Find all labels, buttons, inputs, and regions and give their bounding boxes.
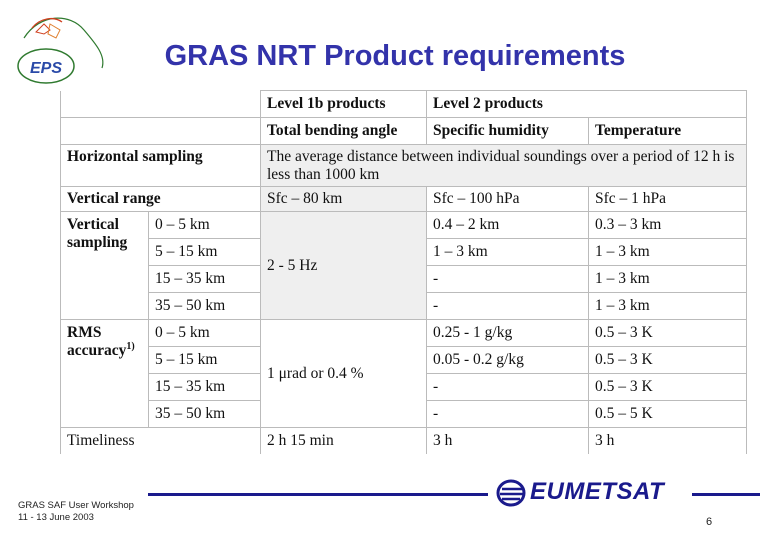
value-vertical-sampling-l1b: 2 - 5 Hz [261,212,427,320]
label-vertical-sampling: Vertical sampling [61,212,149,320]
row-timeliness [61,428,747,454]
humidity-cell: - [427,374,589,401]
range-cell: 35 – 50 km [149,401,261,428]
range-cell: 0 – 5 km [149,320,261,347]
label-timeliness: Timeliness [61,428,261,454]
range-cell: 5 – 15 km [149,239,261,266]
row-rms-accuracy-1 [61,320,747,347]
label-rms-accuracy [61,320,149,428]
header-level1b: Level 1b products [261,91,427,118]
rms-footnote-marker: 1) [126,340,135,352]
range-cell: 5 – 15 km [149,347,261,374]
header-level2: Level 2 products [427,91,747,118]
row-horizontal-sampling [61,145,747,187]
row-vertical-sampling-1 [61,212,747,239]
row-vertical-range [61,187,747,212]
header-total-bending-angle: Total bending angle [261,118,427,145]
value-rms-l1b: 1 μrad or 0.4 % [261,320,427,428]
temperature-cell: 0.3 – 3 km [589,212,747,239]
table-header-row-2 [61,118,747,145]
footer-date: 11 - 13 June 2003 [18,512,94,523]
label-horizontal-sampling: Horizontal sampling [61,145,261,187]
humidity-cell: 0.25 - 1 g/kg [427,320,589,347]
temperature-cell: 0.5 – 3 K [589,320,747,347]
header-specific-humidity: Specific humidity [427,118,589,145]
table-header-row-1 [61,91,747,118]
value-horizontal-sampling: The average distance between individual soundings over a period of 12 h is less than 1000 km [261,145,747,187]
humidity-cell: 0.05 - 0.2 g/kg [427,347,589,374]
range-cell: 15 – 35 km [149,374,261,401]
eumetsat-rule-right [692,493,760,496]
temperature-cell: 0.5 – 3 K [589,374,747,401]
footer-info [18,500,134,524]
header-empty-cell [61,91,261,118]
eumetsat-globe-icon [496,479,528,507]
range-cell: 0 – 5 km [149,212,261,239]
humidity-cell: - [427,401,589,428]
temperature-cell: 1 – 3 km [589,239,747,266]
header-temperature: Temperature [589,118,747,145]
range-cell: 15 – 35 km [149,266,261,293]
requirements-table-container [60,90,746,460]
value-vertical-range-temperature: Sfc – 1 hPa [589,187,747,212]
page-title: GRAS NRT Product requirements [164,40,626,72]
humidity-cell: 1 – 3 km [427,239,589,266]
humidity-cell: - [427,293,589,320]
eps-logo-text: EPS [30,60,63,77]
page-number: 6 [706,516,713,528]
eumetsat-rule-left [148,493,488,496]
value-timeliness-l1b: 2 h 15 min [261,428,427,454]
value-timeliness-temperature: 3 h [589,428,747,454]
temperature-cell: 1 – 3 km [589,293,747,320]
humidity-cell: - [427,266,589,293]
requirements-table [60,90,747,454]
footer-event: GRAS SAF User Workshop [18,500,134,511]
label-vertical-range: Vertical range [61,187,261,212]
temperature-cell: 1 – 3 km [589,266,747,293]
value-timeliness-humidity: 3 h [427,428,589,454]
rms-label-text: RMS accuracy [67,324,127,359]
header-empty-cell-2 [61,118,261,145]
temperature-cell: 0.5 – 3 K [589,347,747,374]
humidity-cell: 0.4 – 2 km [427,212,589,239]
value-vertical-range-humidity: Sfc – 100 hPa [427,187,589,212]
eumetsat-logo-text: EUMETSAT [530,478,665,505]
eps-logo [10,8,110,88]
value-vertical-range-l1b: Sfc – 80 km [261,187,427,212]
temperature-cell: 0.5 – 5 K [589,401,747,428]
range-cell: 35 – 50 km [149,293,261,320]
